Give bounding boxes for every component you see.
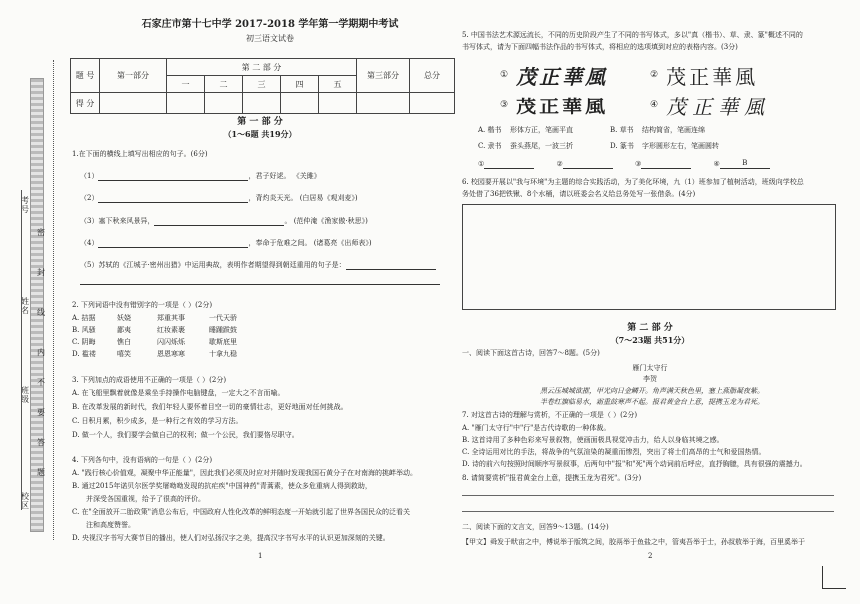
- option-row[interactable]: C. 阴晦 憔白 闪闪烁烁 歇斯底里: [72, 338, 237, 346]
- col-total: 总分: [410, 59, 455, 93]
- q2-stem: 2. 下列词语中没有错别字的一项是（ ）(2分): [72, 301, 213, 309]
- answer-blank[interactable]: [563, 159, 613, 169]
- name-line: [21, 190, 23, 510]
- section1-heading: 一、阅读下面这首古诗，回答7～8题。(5分): [462, 349, 600, 357]
- seal-char: 不: [37, 378, 45, 387]
- col-part1: 第一部分: [100, 59, 167, 93]
- option-d[interactable]: D. 诗的前六句按照时间顺序写景叙事，后两句中"报"和"死"两个动词前后呼应，直抒胸臆，具有很强的震撼力。: [462, 460, 807, 468]
- label-banji: 班级: [21, 386, 29, 404]
- q7-stem: 7. 对这首古诗的理解与赏析，不正确的一项是（ ）(2分): [462, 411, 638, 419]
- q5-answers: ① ② ③ ④ B: [478, 159, 770, 169]
- q1-line2: （2） ，背灼炎天光。 (白居易《观刈麦》): [80, 194, 358, 202]
- q5-options: [478, 126, 818, 158]
- section2-heading: 二、阅读下面的文言文，回答9～13题。(14分): [462, 523, 609, 531]
- dotted-cut-line: [53, 60, 54, 540]
- blank-input[interactable]: [98, 238, 248, 248]
- option-row: A. 楷书 形体方正，笔画平直 B. 草书 结构简省，笔画连绵: [478, 126, 705, 134]
- label-xiaoqu: 校区: [21, 492, 29, 510]
- seal-char: 内: [37, 348, 45, 357]
- score-cell: [410, 93, 455, 114]
- score-cell: [319, 93, 357, 114]
- label-kaohao: 考号: [21, 196, 29, 214]
- blank-input[interactable]: [98, 171, 248, 181]
- part1-subtitle: （1～6题 共19分）: [223, 129, 297, 139]
- blank-input[interactable]: [80, 275, 440, 285]
- option-c-cont: 注和高度赞誉。: [86, 521, 135, 529]
- calligraphy-3: ③ 茂正華風: [500, 96, 609, 117]
- seal-char: 要: [37, 408, 45, 417]
- poem-line1: 黑云压城城欲摧，甲光向日金鳞开。角声满天秋色里，塞上燕脂凝夜紫。: [540, 387, 764, 395]
- row-label-defen: 得 分: [71, 93, 100, 114]
- sub-col: 二: [205, 76, 243, 93]
- score-table: [70, 58, 455, 114]
- score-cell: [281, 93, 319, 114]
- q6-stem: 6. 校园要开展以"我与环境"为主题的综合实践活动，为了美化环境，九（1）班参加了植树活动，班级向学校总 务处借了36把铁锹、8个水桶，请以班委会名义给总务处写一张借条。(4分): [462, 178, 804, 198]
- corner-mark: [822, 566, 823, 588]
- poem-line2: 半卷红旗临易水，霜重鼓寒声不起。报君黄金台上意，提携玉龙为君死。: [540, 398, 764, 406]
- calligraphy-samples: [500, 59, 840, 119]
- answer-blank[interactable]: [484, 159, 534, 169]
- option-a[interactable]: A. "践行核心价值观，凝聚中华正能量"，因此我们必须及时应对并随时发现我国石黄分子在对南海的挑衅举动。: [72, 469, 417, 477]
- option-a[interactable]: A. 在飞船里飘着就像是乘坐手持操作电脑键盘，一定大之不言而喻。: [72, 389, 285, 397]
- sub-col: 五: [319, 76, 357, 93]
- sub-col: 四: [281, 76, 319, 93]
- option-row[interactable]: A. 拮据 妖娆 郑重其事 一代天骄: [72, 314, 237, 322]
- q1-stem: 1.在下面的横线上填写出相应的句子。(6分): [72, 150, 208, 158]
- corner-mark: [822, 588, 846, 589]
- calligraphy-2: ② 茂正華風: [650, 65, 759, 89]
- poem-title: 雁门太守行: [632, 364, 668, 372]
- option-row[interactable]: D. 褴褛 嘻笑 恩恩寒寒 十拿九稳: [72, 350, 237, 358]
- option-c[interactable]: C. 在"全面放开二胎政策"消息公布后，中国政府人性化改革的鲜明态度一开始就引起了世界各国民众的泛看关: [72, 508, 410, 516]
- exam-subtitle: 初三语文试卷: [246, 34, 294, 43]
- q8-stem: 8. 请简要赏析"报君黄金台上意，提携玉龙为君死"。(3分): [462, 474, 642, 482]
- option-b-cont: 并深受各国重视，给予了很高的评价。: [86, 495, 205, 503]
- q4-options: [72, 469, 450, 547]
- option-b[interactable]: B. 这首诗用了多种色彩来写景叙物，使画面极具视觉冲击力，给人以身临其境之感。: [462, 436, 724, 444]
- label-xingming: 姓名: [21, 297, 29, 315]
- seal-char: 密: [37, 228, 45, 237]
- q1-line5: （5）苏轼的《江城子·密州出猎》中运用典故，表明作者期望得到朝廷重用的句子是：: [80, 260, 436, 270]
- q3-options: [72, 389, 452, 445]
- blank-input[interactable]: [154, 216, 284, 226]
- page-number: 1: [258, 552, 263, 560]
- q2-options: [72, 314, 312, 362]
- option-b[interactable]: B. 在改革发展的新时代，我们年轻人要怀着目空一切的豪情壮志，更好地面对任何挑战。: [72, 403, 348, 411]
- answer-blank[interactable]: [641, 159, 691, 169]
- sub-col: 一: [167, 76, 205, 93]
- jia-text: 【甲文】舜发于畎亩之中，傅说举于版筑之间，胶鬲举于鱼盐之中，管夷吾举于士，孙叔敖举于海，百里奚举于: [462, 538, 805, 546]
- q1-line3: （3）塞下秋来风景异， 。 (范仲淹《渔家傲·秋思》): [80, 217, 368, 225]
- seal-char: 封: [37, 268, 45, 277]
- score-cell: [100, 93, 167, 114]
- sub-col: 三: [243, 76, 281, 93]
- option-d[interactable]: D. 做一个人，我们要学会做自己的权利；做一个公民，我们要恪尽职守。: [72, 431, 299, 439]
- exam-title: 石家庄市第十七中学 2017-2018 学年第一学期期中考试: [141, 19, 399, 30]
- q3-stem: 3. 下列加点的成语使用不正确的一项是（ ）(2分): [72, 376, 227, 384]
- q5-stem: 5. 中国书法艺术源远流长，不同的历史阶段产生了不同的书写体式，多以"真（楷书）、草、隶、篆"概述不同的 书写体式，请为下面四幅书法作品的书写体式，将相应的选项填到对应的表格内容。(3分): [462, 31, 803, 51]
- score-cell: [205, 93, 243, 114]
- option-c[interactable]: C. 全诗运用对比的手法，将战争的气氛渲染的凝重而惨烈，突出了将士们高昂的士气和爱国热情。: [462, 448, 766, 456]
- option-c[interactable]: C. 日积月累，积少成多，是一种行之有效的学习方法。: [72, 417, 243, 425]
- option-row: C. 隶书 蚕头燕尾，一波三折 D. 篆书 字形圆形左右，笔画圆转: [478, 142, 719, 150]
- q4-stem: 4. 下列各句中，没有语病的一句是（ ）(2分): [72, 456, 213, 464]
- calligraphy-4: ④ 茂正華風: [650, 95, 771, 119]
- binding-strip: [30, 78, 44, 532]
- q1-line1: （1） ，君子好逑。 《关雎》: [80, 172, 321, 180]
- answer-line[interactable]: [462, 495, 834, 496]
- seal-char: 答: [37, 438, 45, 447]
- col-part3: 第三部分: [357, 59, 410, 93]
- option-b[interactable]: B. 通过2015年诺贝尔医学奖屠呦呦发现的抗疟疾"中国神药"青蒿素，使众多危重病人得到救助，: [72, 482, 372, 490]
- blank-input[interactable]: [98, 193, 248, 203]
- q7-options: [462, 424, 847, 472]
- part2-subtitle: （7～23题 共51分）: [610, 335, 690, 345]
- poem-author: 李贺: [643, 375, 657, 383]
- answer-line[interactable]: [462, 511, 834, 512]
- score-cell: [167, 93, 205, 114]
- seal-char: 题: [37, 468, 45, 477]
- part2-title: 第 二 部 分: [627, 323, 673, 333]
- calligraphy-1: ① 茂正華風: [500, 65, 609, 89]
- page-number: 2: [648, 552, 653, 560]
- row-label-tihao: 题 号: [71, 59, 100, 93]
- seal-char: 线: [37, 308, 45, 317]
- q6-answer-box[interactable]: [462, 204, 836, 310]
- score-cell: [357, 93, 410, 114]
- answer-blank[interactable]: B: [720, 159, 770, 169]
- option-d[interactable]: D. 央视汉字书写大赛节目的播出，使人们对弘扬汉字之美，提高汉字书写水平的认识更加深刻的关键。: [72, 534, 390, 542]
- blank-input[interactable]: [346, 260, 436, 270]
- part1-title: 第 一 部 分: [237, 117, 283, 127]
- q1-line4: （4） ，奉命于危难之间。 (诸葛亮《出师表》): [80, 239, 372, 247]
- option-a[interactable]: A. "雁门太守行"中"行"是古代诗歌的一种体裁。: [462, 424, 611, 432]
- col-part2: 第 二 部 分: [167, 59, 357, 76]
- option-row[interactable]: B. 风骚 鄙夷 红妆素裹 睡踵跋鼓: [72, 326, 237, 334]
- score-cell: [243, 93, 281, 114]
